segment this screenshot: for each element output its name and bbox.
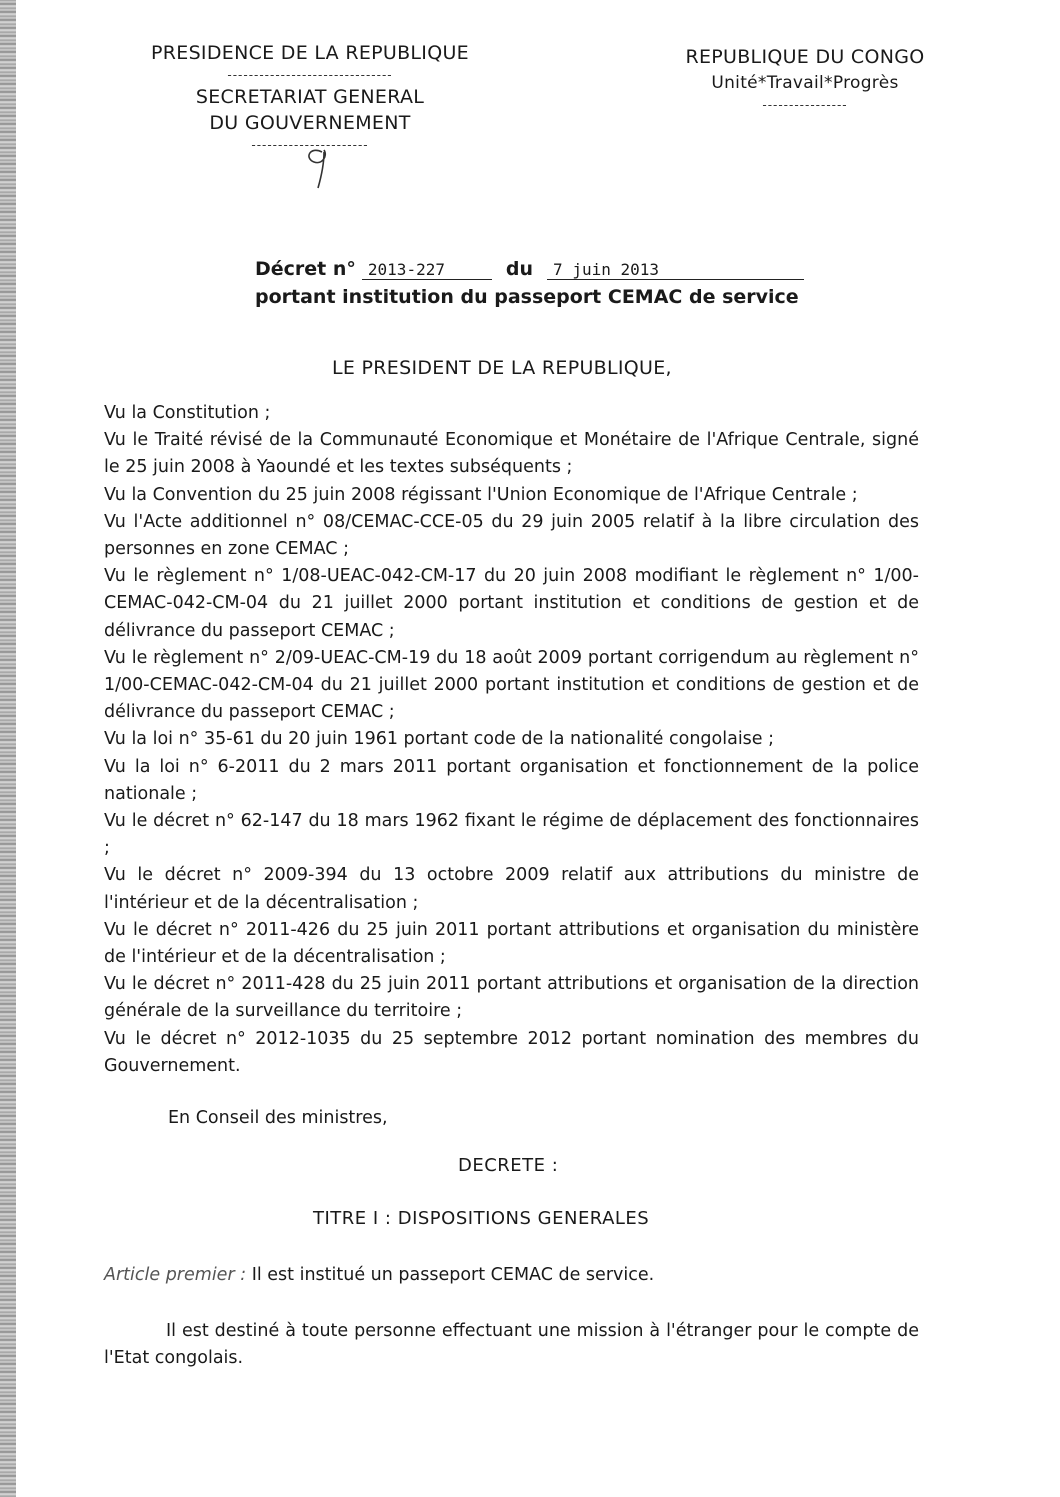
article-premier-paragraph-2: Il est destiné à toute personne effectuant une mission à l'étranger pour le compte de l'Etat congolais. [104, 1321, 919, 1368]
visa-item: Vu la loi n° 35-61 du 20 juin 1961 portant code de la nationalité congolaise ; [104, 729, 775, 750]
visa-item: Vu le décret n° 62-147 du 18 mars 1962 fixant le régime de déplacement des fonctionnaires ; [104, 811, 919, 859]
visas-list [104, 400, 919, 1080]
conseil-line: En Conseil des ministres, [168, 1108, 388, 1128]
header-presidence: PRESIDENCE DE LA REPUBLIQUE [151, 42, 469, 64]
visa-item: Vu l'Acte additionnel n° 08/CEMAC-CCE-05 du 29 juin 2005 relatif à la libre circulation des personnes en zone CEMAC ; [104, 511, 919, 560]
header-left [110, 40, 510, 154]
titre-heading: TITRE I : DISPOSITIONS GENERALES [313, 1208, 650, 1229]
visa-item: Vu le décret n° 2011-426 du 25 juin 2011 portant attributions et organisation du ministère de l'intérieur et de la décentralisation ; [104, 919, 919, 968]
header-right [660, 44, 950, 114]
visa-item: Vu le règlement n° 2/09-UEAC-CM-19 du 18 août 2009 portant corrigendum au règlement n° 1/00-CEMAC-042-CM-04 du 21 juillet 2000 portant institution et conditions de gestion et de délivrance du passeport CEMAC ; [104, 647, 919, 723]
visa-item: Vu le règlement n° 1/08-UEAC-042-CM-17 du 20 juin 2008 modifiant le règlement n° 1/00-CEMAC-042-CM-04 du 21 juillet 2000 portant institution et conditions de gestion et de délivrance du passeport CEMAC ; [104, 566, 919, 641]
decree-title [255, 258, 804, 308]
visa-item: Vu le décret n° 2012-1035 du 25 septembre 2012 portant nomination des membres du Gouvernement. [104, 1028, 919, 1076]
decree-date: 7 juin 2013 [547, 260, 804, 280]
visa-item: Vu le Traité révisé de la Communauté Economique et Monétaire de l'Afrique Centrale, signé le 25 juin 2008 à Yaoundé et les textes subséquents ; [104, 430, 919, 478]
decree-number: 2013-227 [362, 260, 492, 280]
header-left-dashes-1: ------------------------------- [227, 68, 393, 82]
visa-item: Vu le décret n° 2009-394 du 13 octobre 2009 relatif aux attributions du ministre de l'intérieur et de la décentralisation ; [104, 865, 919, 913]
president-heading: LE PRESIDENT DE LA REPUBLIQUE, [332, 357, 672, 379]
article-premier-text: Il est institué un passeport CEMAC de service. [251, 1265, 655, 1285]
header-left-dashes-2: ---------------------- [251, 138, 369, 152]
header-motto: Unité*Travail*Progrès [711, 73, 899, 93]
visa-item: Vu la loi n° 6-2011 du 2 mars 2011 portant organisation et fonctionnement de la police nationale ; [104, 756, 919, 804]
decree-label: Décret n° [255, 258, 356, 280]
header-republique: REPUBLIQUE DU CONGO [685, 46, 925, 68]
article-premier-label: Article premier : [104, 1265, 247, 1285]
visa-item: Vu le décret n° 2011-428 du 25 juin 2011 portant attributions et organisation de la direction générale de la surveillance du territoire ; [104, 974, 919, 1022]
decree-du: du [505, 258, 534, 280]
decrete-heading: DECRETE : [458, 1155, 559, 1176]
article-premier [104, 1265, 654, 1285]
header-secretariat: SECRETARIAT GENERAL [195, 86, 425, 108]
visa-item: Vu la Constitution ; [104, 403, 271, 423]
header-right-dashes: ---------------- [762, 98, 848, 112]
handwritten-initial-mark [300, 138, 340, 194]
visa-item: Vu la Convention du 25 juin 2008 régissant l'Union Economique de l'Afrique Centrale ; [104, 484, 858, 505]
decree-subtitle: portant institution du passeport CEMAC de service [255, 286, 799, 308]
header-gouvernement: DU GOUVERNEMENT [209, 112, 411, 134]
scan-edge-artifact [0, 0, 16, 1497]
